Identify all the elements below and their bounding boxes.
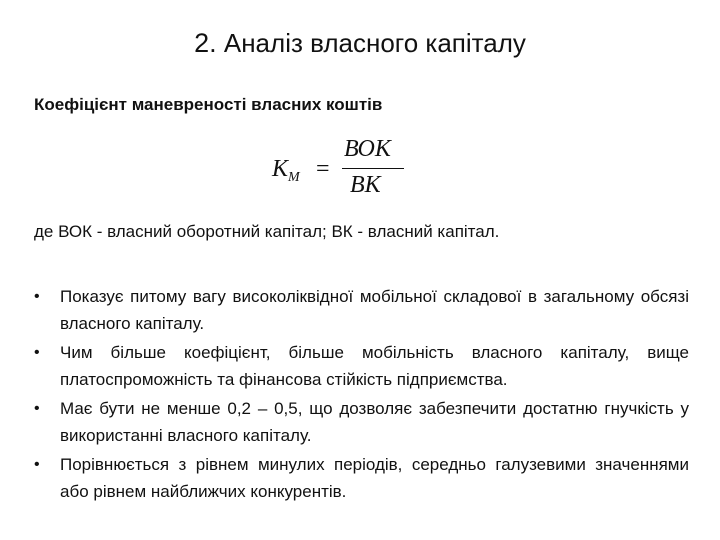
formula-numerator: ВОК xyxy=(344,136,391,162)
bullet-list xyxy=(34,283,689,507)
bullet-icon: • xyxy=(34,400,40,417)
formula-lhs xyxy=(272,156,300,186)
subtitle: Коефіцієнт маневреності власних коштів xyxy=(34,95,383,114)
bullet-icon: • xyxy=(34,288,40,305)
formula-lhs-subscript: М xyxy=(287,170,300,185)
list-item xyxy=(34,451,689,505)
formula-fraction-bar xyxy=(342,168,404,169)
list-item xyxy=(34,339,689,393)
title-number: 2. xyxy=(194,28,217,58)
list-item xyxy=(34,395,689,449)
list-item xyxy=(34,283,689,337)
formula xyxy=(270,136,430,202)
definition-text: де ВОК - власний оборотний капітал; ВК - власний капітал. xyxy=(34,222,500,241)
title-text: Аналіз власного капіталу xyxy=(223,28,526,58)
bullet-text: Показує питому вагу високоліквідної мобільної складової в загальному обсязі власного капіталу. xyxy=(60,287,689,333)
bullet-text: Порівнюється з рівнем минулих періодів, середньо галузевими значеннями або рівнем найближчих конкурентів. xyxy=(60,455,689,501)
bullet-text: Чим більше коефіцієнт, більше мобільність власного капіталу, вище платоспроможність та фінансова стійкість підприємства. xyxy=(60,343,689,389)
bullet-icon: • xyxy=(34,344,40,361)
formula-lhs-symbol: К xyxy=(272,156,288,182)
slide-title xyxy=(0,28,720,59)
bullet-text: Має бути не менше 0,2 – 0,5, що дозволяє забезпечити достатню гнучкість у використанні власного капіталу. xyxy=(60,399,689,445)
formula-denominator: ВК xyxy=(350,172,381,198)
bullet-icon: • xyxy=(34,456,40,473)
formula-equals: = xyxy=(316,156,330,182)
